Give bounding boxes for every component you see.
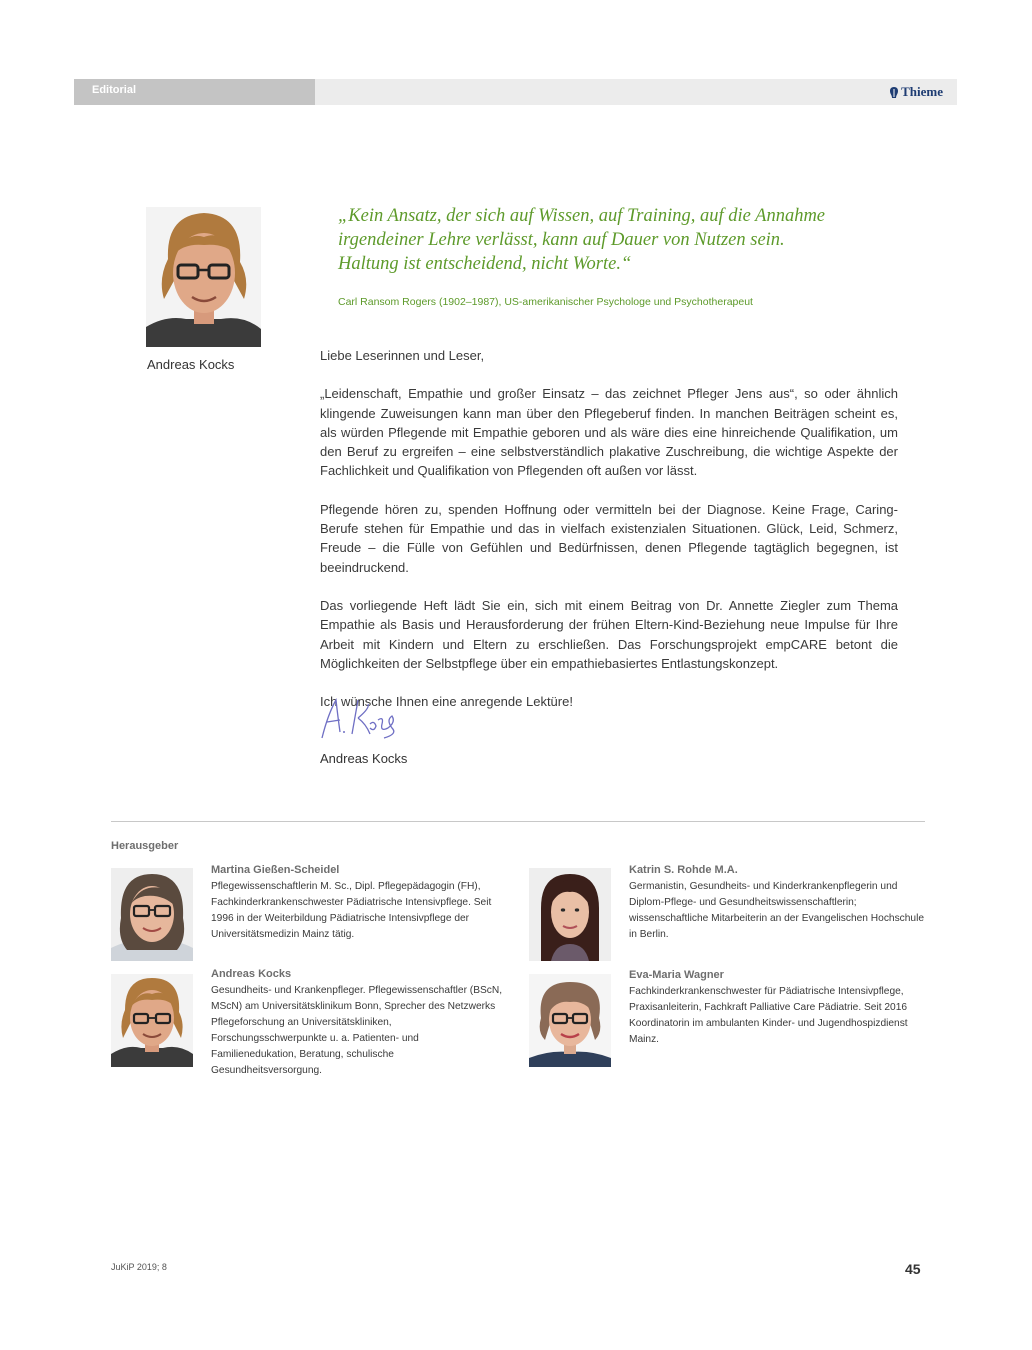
- section-label: Editorial: [92, 84, 137, 96]
- signature-name: Andreas Kocks: [320, 751, 408, 766]
- editor-photo: [529, 868, 611, 961]
- epigraph-quote: [338, 204, 898, 276]
- publisher-name: Thieme: [901, 84, 943, 99]
- quote-line: Haltung ist entscheidend, nicht Worte.“: [338, 254, 632, 274]
- header-bar: [74, 79, 957, 105]
- editor-bio: Gesundheits- und Krankenpfleger. Pflegewissenschaftler (BScN, MScN) am Universitätsklinikum Bonn, Sprecher des Netzwerks Pflegeforschung an Universitätskliniken, Forschungsschwerpunkte u. a. Patienten- und Familienedukation, Beratung, schulische Gesundheitsversorgung.: [211, 985, 503, 1076]
- editors-heading: Herausgeber: [111, 840, 179, 852]
- quote-line: irgendeiner Lehre verlässt, kann auf Dauer von Nutzen sein.: [338, 230, 785, 250]
- quote-source: Carl Ransom Rogers (1902–1987), US-amerikanischer Psychologe und Psychotherapeut: [338, 296, 753, 308]
- editor-bio: Fachkinderkrankenschwester für Pädiatrische Intensivpflege, Praxisanleiterin, Fachkraft Palliative Care Pädiatrie. Seit 2016 Koordinatorin im ambulanten Kinder- und Jugendhospizdienst Mainz.: [629, 986, 908, 1045]
- thieme-logo-icon: [889, 86, 899, 99]
- author-caption: Andreas Kocks: [147, 357, 235, 372]
- publisher-logo: [889, 84, 943, 100]
- editor-bio: Germanistin, Gesundheits- und Kinderkrankenpflegerin und Diplom-Pflege- und Gesundheitswissenschaftlerin; wissenschaftliche Mitarbeiterin an der Evangelischen Hochschule in Berlin.: [629, 881, 925, 940]
- editor-bio: Pflegewissenschaftlerin M. Sc., Dipl. Pflegepädagogin (FH), Fachkinderkrankenschwester Pädiatrische Intensivpflege. Seit 1996 in der Weiterbildung Pädiatrische Intensivpflege der Universitätsmedizin Mainz tätig.: [211, 881, 492, 940]
- editor-name: Eva-Maria Wagner: [629, 969, 724, 981]
- section-tab: [74, 79, 315, 105]
- letter-paragraph: Das vorliegende Heft lädt Sie ein, sich mit einem Beitrag von Dr. Annette Ziegler zum Thema Empathie als Basis und Herausforderung der frühen Eltern-Kind-Beziehung neue Impulse für Ihre Arbeit mit Kindern und Eltern zu erschließen. Das Forschungsprojekt empCARE betont die Möglichkeiten der Selbstpflege über ein empathiebasiertes Entlastungskonzept.: [320, 597, 898, 671]
- letter-salutation: Liebe Leserinnen und Leser,: [320, 348, 485, 363]
- letter-paragraph: Pflegende hören zu, spenden Hoffnung oder vermitteln bei der Diagnose. Keine Frage, Caring-Berufe stehen für Empathie und das in vielfach existenzialen Situationen. Glück, Leid, Schmerz, Freude – die Fülle von Gefühlen und Bedürfnissen, denen Pflegende tagtäglich begegnen, ist beeindruckend.: [320, 501, 898, 575]
- editor-name: Andreas Kocks: [211, 968, 292, 980]
- journal-citation: JuKiP 2019; 8: [111, 1262, 167, 1272]
- letter-closing: Ich wünsche Ihnen eine anregende Lektüre!: [320, 694, 573, 710]
- page-number: 45: [905, 1261, 921, 1277]
- author-photo: [146, 207, 261, 347]
- editor-name: Martina Gießen-Scheidel: [211, 864, 340, 876]
- section-divider: [111, 821, 925, 822]
- editor-photo: [529, 974, 611, 1067]
- editor-photo: [111, 974, 193, 1067]
- letter-paragraph: „Leidenschaft, Empathie und großer Einsatz – das zeichnet Pfleger Jens aus“, so oder ähnlich klingende Zuweisungen kann man über den Pflegeberuf finden. In manchen Beiträgen scheint es, als würden Pflegende mit Empathie geboren und als wäre dies eine hinreichende Qualifikation, um den Beruf zu ergreifen – eine selbstverständlich plakative Zuschreibung, die wichtige Aspekte der Fachlichkeit und Qualifikation von Pflegenden oft außen vor lässt.: [320, 386, 898, 479]
- quote-line: „Kein Ansatz, der sich auf Wissen, auf Training, auf die Annahme: [338, 206, 826, 226]
- editorial-letter: [320, 346, 898, 730]
- editor-name: Katrin S. Rohde M.A.: [629, 864, 738, 876]
- editor-photo: [111, 868, 193, 961]
- handwritten-signature: [318, 694, 402, 742]
